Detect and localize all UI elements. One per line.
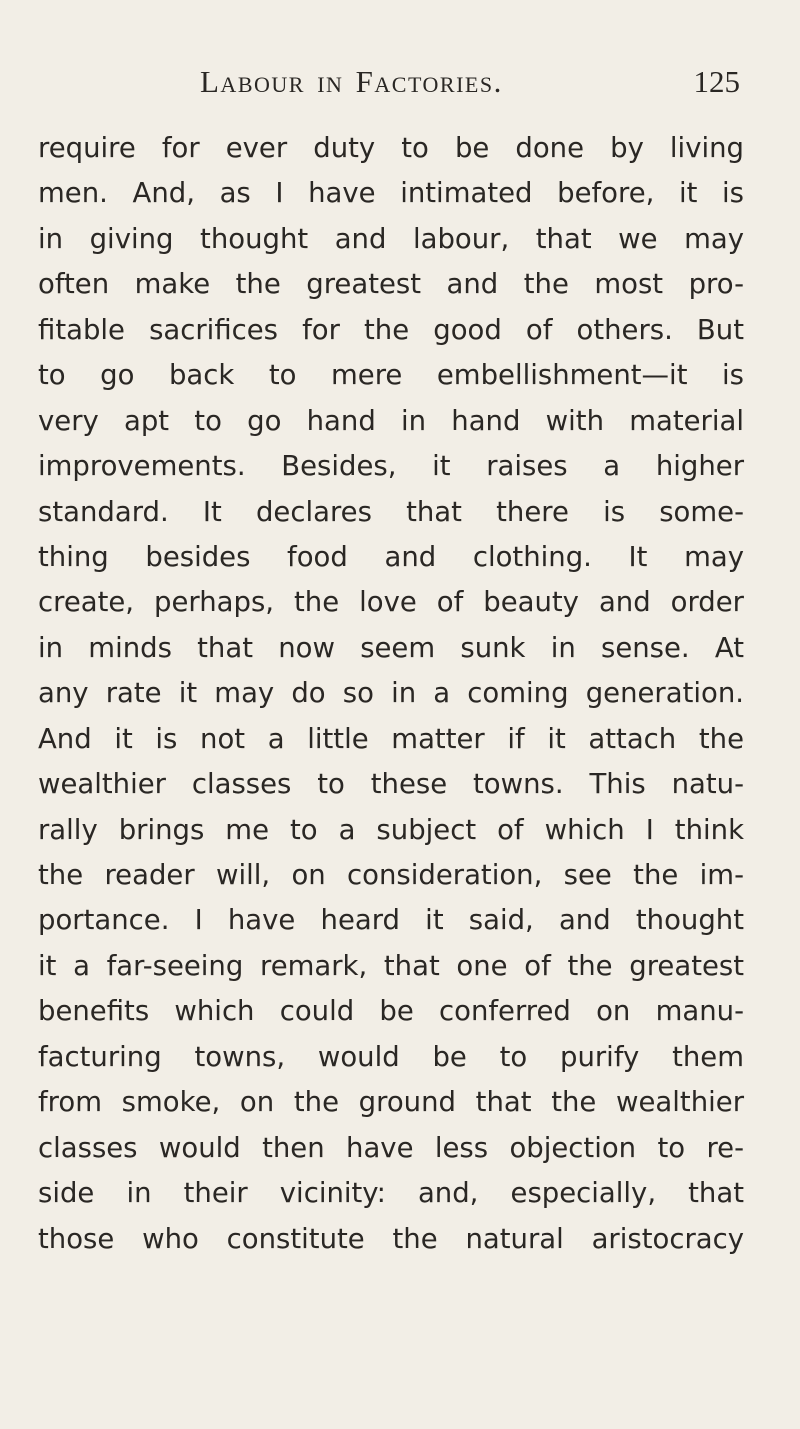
text-line: And it is not a little matter if it attach the [38,722,744,755]
text-line: often make the greatest and the most pro- [38,268,744,301]
text-line: fitable sacrifices for the good of others. But [38,313,744,346]
text-line: wealthier classes to these towns. This natu- [38,768,744,801]
text-line: side in their vicinity: and, especially, that [38,1177,744,1210]
text-line: improvements. Besides, it raises a higher [38,450,744,483]
text-line: create, perhaps, the love of beauty and order [38,586,744,619]
text-line: portance. I have heard it said, and thought [38,904,744,937]
page-number: 125 [693,64,740,99]
text-line: rally brings me to a subject of which I think [38,813,744,846]
text-line: facturing towns, would be to purify them [38,1040,744,1073]
text-line: the reader will, on consideration, see the im- [38,859,744,891]
text-line: to go back to mere embellishment—it is [38,359,744,392]
text-line: classes would then have less objection to re- [38,1131,744,1164]
text-line: it a far-seeing remark, that one of the greatest [38,949,744,982]
text-line: require for ever duty to be done by living [38,132,744,164]
text-line: standard. It declares that there is some- [38,495,744,528]
text-line: thing besides food and clothing. It may [38,540,744,573]
text-line: very apt to go hand in hand with material [38,404,744,437]
text-line: in giving thought and labour, that we may [38,222,744,255]
text-line: those who constitute the natural aristocracy [38,1222,744,1255]
text-line: benefits which could be conferred on manu- [38,995,744,1028]
running-head [200,64,740,112]
text-line: men. And, as I have intimated before, it is [38,177,744,210]
running-title: Labour in Factories. [200,64,503,99]
body-text [38,126,744,1262]
text-line: in minds that now seem sunk in sense. At [38,631,744,664]
text-line: any rate it may do so in a coming generation. [38,677,744,710]
text-line: from smoke, on the ground that the wealthier [38,1086,744,1119]
